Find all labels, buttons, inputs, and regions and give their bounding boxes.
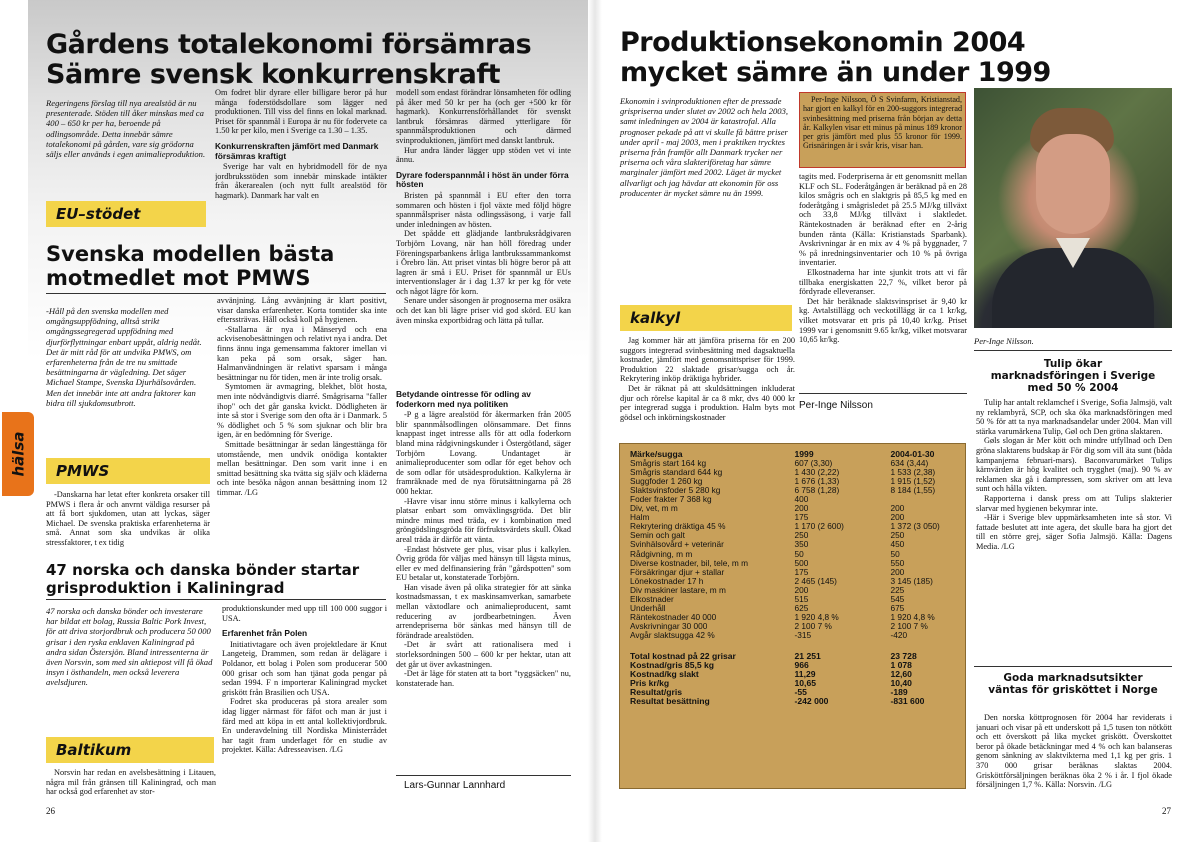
betydande-column xyxy=(396,390,571,770)
banner-baltikum: Baltikum xyxy=(46,737,214,763)
table-cell: Pris kr/kg xyxy=(630,678,670,689)
table-cell: Semin och galt xyxy=(630,530,685,541)
pmws-lead: -Håll på den svenska modellen med omgångsuppfödning, alltså strikt omgångssegregerad uppfödning med djurförflyttningar enbart uppåt, aldrig nedåt. Det är mitt råd för att undvika PMWS, om erfarenheterna från de tre nu smittade besättningarna är vägledning. Det säger Michael Stampe, Svenska Djurhälsovården. Men det innebär inte att andra faktorer kan bidra till sjukdomsutbrott. xyxy=(46,306,202,408)
paragraph: Rapporterna i dansk press om att Tulips slakterier slarvar med hygienen bekymrar inte. xyxy=(976,493,1172,513)
table-cell: Resultat/gris xyxy=(630,687,683,698)
paragraph: modell som endast förändrar lönsamheten för odling på åker med 50 kr per ha (och ger +500 kr för hagmark). Konkurrensförhållandet för svenskt lantbruk försämras därmed ytterligare för spannmålsproduktionen och därmed svinproduktionen, jämfört med danskt lantbruk. xyxy=(396,88,571,145)
table-cell: -55 xyxy=(794,687,807,698)
table-cell: Div maskiner lastare, m m xyxy=(630,584,726,595)
paragraph: Den norska köttprognosen för 2004 har reviderats i januari och visar på ett underskott på 1,5 tusen ton nötkött och ett överskott på lika mycket griskött. Överskottet beror på ökade betäckningar med 4 % och kan balanseras genom sänkning av slaktvikterna med 1,1 kg per gris. 1 370 000 grisar beräknas slaktas 2004. Grisköttförsäljningen beräknas öka 2 % i år. I fjol ökade försäljningen 1,7 %. Källa: Norsvin. /LG xyxy=(976,713,1172,790)
table-cell: Slaktsvinsfoder 5 280 kg xyxy=(630,485,721,496)
left-lead: Regeringens förslag till nya arealstöd är nu presenterade. Stöden till åker minskas med ca 400 – 650 kr per ha, beroende på odlingsområde. Detta innebär sämre totalekonomi på gården, vare sig grödorna säljs eller används i egen animalieproduktion. xyxy=(46,98,206,160)
divider xyxy=(46,293,386,294)
table-cell: 50 xyxy=(890,548,900,559)
paragraph: Initiativtagare och även projektledare är Knut Langeteig, Drammen, som redan är delägare i Poldanor, ett bolag i Polen som producerar 500 000 grisar och som han tjänat goda pengar på sedan 1994. F n importerar Kaliningrad mycket griskött från Brasilien och USA. xyxy=(222,639,387,697)
table-header-cell: 2004-01-30 xyxy=(890,449,935,459)
table-cell: 200 xyxy=(794,503,809,514)
subheading-betydande-ointresse: Betydande ointresse för odling av foderkorn med nya politiken xyxy=(396,390,531,409)
table-cell: 545 xyxy=(890,593,905,604)
table-cell: 2 465 (145) xyxy=(794,575,837,586)
paragraph: Smittade besättningar är sedan längesttänga för utomstående, men undvik onödiga kontakter mellan besättningar. Den som varit inne i en smittad besättning ska tvätta sig själv och kläderna och inte besöka någon annan besättning inom 12 timmar. /LG xyxy=(217,439,387,497)
table-cell: 8 184 (1,55) xyxy=(890,485,936,496)
left-title-line1: Gårdens totalekonomi försämras xyxy=(46,29,532,60)
table-cell: Total kostnad på 22 grisar xyxy=(630,650,736,661)
table-cell: Diverse kostnader, bil, tele, m m xyxy=(630,557,749,568)
left-col2-top xyxy=(215,88,387,238)
right-title-line1: Produktionsekonomin 2004 xyxy=(620,27,1026,58)
table-cell: 675 xyxy=(890,602,905,613)
highlight-box xyxy=(799,92,966,168)
table-cell: 10,40 xyxy=(890,678,912,689)
table-cell: -315 xyxy=(794,629,812,640)
table-cell: 1 915 (1,52) xyxy=(890,476,936,487)
table-cell: 1 920 4,8 % xyxy=(794,611,839,622)
table-cell: 1 533 (2,38) xyxy=(890,467,936,478)
table-cell: 634 (3,44) xyxy=(890,458,929,469)
table-cell: Foder frakter 7 368 kg xyxy=(630,494,712,505)
headline-pmws-line2: motmedlet mot PMWS xyxy=(46,266,311,290)
goda-headline: Goda marknadsutsikter väntas för grisköttet i Norge xyxy=(988,672,1158,696)
table-cell: 50 xyxy=(794,548,804,559)
paragraph: Fodret ska produceras på stora arealer som idag ligger närmast för fäfot och man är just i färd med att köpa in ett antal kollektivjordbruk. En underavdelning till Nordiska Ministerrådet har tagit fram underlaget för en studie av projektet. Källa: Adresseavisen. /LG xyxy=(222,697,387,755)
pmws-col1 xyxy=(46,490,210,556)
table-cell: 11,29 xyxy=(794,669,816,680)
paragraph: -Danskarna har letat efter konkreta orsaker till PMWS i flera år och anvrnt väldiga resurser på att få bort sjukdomen, utan att lyckas, säger Michael. De svenska praktiska erfarenheterna är små. Annat som ska undvikas är olika stressfaktorer, t ex tidig xyxy=(46,490,210,547)
table-cell: -420 xyxy=(890,629,908,640)
table-cell: 500 xyxy=(794,557,809,568)
paragraph: -Endast höstvete ger plus, visar plus i kalkylen. Övrig gröda för väljas med hänsyn till lägsta minus, eller ev med delfinansiering från "gårdspotten" som EU betalar ut, konstaterade Torbjörn. xyxy=(396,544,571,583)
right-lead: Ekonomin i svinproduktionen efter de pressade grispriserna under slutet av 2002 och hela 2003, samt inledningen av 2004 är katastrofal. Alla prognoser pekade på att vi skulle få bättre priser under april - maj 2003, men i praktiken trycktes priserna från framför allt Danmark trycker ner priserna och våra slakteriföretag har sämre marginaler jämfört med 2002. Läget är mycket allvarligt och jag hävdar att ekonomin för oss producenter är mycket sämre nu än 1999. xyxy=(620,96,789,198)
table-cell: 1 078 xyxy=(890,660,912,671)
table-cell: Lönekostnader 17 h xyxy=(630,575,704,586)
page-number-left: 26 xyxy=(46,806,55,816)
table-cell: 200 xyxy=(890,566,905,577)
table-cell: 175 xyxy=(794,512,809,523)
page-number-right: 27 xyxy=(1162,806,1171,816)
table-cell: Smågris standard 644 kg xyxy=(630,467,723,478)
table-cell: 2 100 7 % xyxy=(794,620,832,631)
table-totals xyxy=(630,652,959,706)
left-col3-top xyxy=(396,88,571,388)
paragraph: Hur andra länder lägger upp stöden vet vi inte ännu. xyxy=(396,145,571,165)
paragraph: tagits med. Foderpriserna är ett genomsnitt mellan KLF och SL. Foderåtgången är beräknad på en 28 kilos smågris och en slaktgris på 85,5 kg med en foderåtgång i smågrisledet på 25.5 MJ/kg tillväxt och 33,8 MJ/kg tillväxt i slaktledet. Räntekostnaden är beräknad efter en 2-årig bunden ränta (Källa: Kristianstads Sparbank). Avskrivningar är en mix av 4 % på byggnader, 7 % på inredningsinventarier och 10 % på övriga inventarier. xyxy=(799,172,967,268)
paragraph: Symtomen är avmagring, blekhet, blöt hosta, men inte nödvändigtvis diarré. Smågrisarna "faller ihop" och det går ganska kvickt. Dödligheten är inte så stor i Sverige som den ofta är i Danmark. 5 % dödlighet och 5 % som sjuknar och blir bra igen, är en bedömning för Sverige. xyxy=(217,382,387,440)
table-cell: 12,60 xyxy=(890,669,912,680)
pmws-col2 xyxy=(217,296,387,556)
table-cell: 550 xyxy=(890,557,905,568)
byline-right: Per-Inge Nilsson xyxy=(799,400,873,411)
table-header-cell: 1999 xyxy=(794,449,814,459)
paragraph: -P g a lägre arealstöd för åkermarken från 2005 blir spannmålsodlingen olönsammare. Det finns knappast inget intresse alls för att odla foderkorn bland mina rådgivningskunder i Östergötland, säger Torbjörn Lovang. Undantaget är animalieproducenter som odlar för eget behov och de som odlar för utsädesproduktion. Kalkylerna är framräknade med de nya förutsättningarna på 28 000 hektar. xyxy=(396,410,571,496)
paragraph: Senare under säsongen är prognoserna mer osäkra och det kan bli lägre priser vid god skörd. EU kan även minska exportbidrag och lätta på tullar. xyxy=(396,296,571,325)
paragraph: Det här beräknade slaktsvinspriset är 9,40 kr kg. Avtalstillägg och veckotillägg är ca 1 kr/kg, vilket motsvarar ett pris på 10,40 kr/kg. Priset 1999 var i genomsnitt 9.65 kr/kg, vilket motsvarar 10,65 kr/kg. xyxy=(799,296,967,345)
tulip-column xyxy=(976,398,1172,641)
paragraph: Bristen på spannmål i EU efter den torra sommaren och hösten i fjol växte med följd högre spannmålspriser nästa odlingssäsong, i varje fall under inledningen av hösten. xyxy=(396,190,571,229)
table-cell: Halm xyxy=(630,512,650,523)
table-cell: 607 (3,30) xyxy=(794,458,833,469)
right-title-line2: mycket sämre än under 1999 xyxy=(620,57,1051,88)
table-cell: Underhåll xyxy=(630,602,666,613)
kaliningrad-lead: 47 norska och danska bönder och investerare har bildat ett bolag, Russia Baltic Pork Invest, för att driva storjordbruk och producera 50 000 grisar i den ryska enklaven Kaliningrad på andra sidan Östersjön. Bland intressenterna är även Norsvin, som med sin aktiepost vill få ökad insyn i östhandeln, men också leverera avelsdjuren. xyxy=(46,606,213,688)
paragraph: -Stallarna är nya i Mänseryd och ena ackvisenobesättningen och relativt nya i andra. Det finns ännu inga gemensamma faktorer imellan vi kan peka på som orsak, säger han. Halmanvändningen är relativt sparsam i många besättningar nu för tiden, men är inte trolig orsak. xyxy=(217,324,387,382)
right-page xyxy=(596,0,1191,842)
table-cell: -831 600 xyxy=(890,696,925,707)
paragraph: Om fodret blir dyrare eller billigare beror på hur många foderstödsdollare som lägger ned produktionen. Till viss del finns en lokal marknad. Priset för spannmål i Europa är nu för fodervete ca 1.50 kr per kilo, men i Sverige ca 1.30 – 1.35. xyxy=(215,88,387,136)
cost-table xyxy=(619,443,966,789)
headline-kaliningrad-line2: grisproduktion i Kaliningrad xyxy=(46,579,285,597)
paragraph: Det är räknat på att skuldsättningen inkluderat djur och rörelse kapital är ca 8 mkr, dvs 40 000 kr per integrerad sugga i produktion. Halm byts mot gödsel och inkörningskostnader xyxy=(620,383,795,422)
portrait-face xyxy=(1036,134,1110,234)
table-cell: 1 676 (1,33) xyxy=(794,476,840,487)
tulip-headline: Tulip ökar marknadsföringen i Sverige med 50 % 2004 xyxy=(990,358,1156,394)
portrait-photo xyxy=(974,88,1172,328)
table-cell: 1 372 (3 050) xyxy=(890,521,940,532)
paragraph: -Här i Sverige blev uppmärksamheten inte så stor. Vi fattade beslutet att inte agera, det skulle bara ha gjort det till en större grej, säger Sofia Jalmsjö. Källa: Dagens Media. /LG xyxy=(976,513,1172,551)
boxed-text: Per-Inge Nilsson, Ö S Svinfarm, Kristianstad, har gjort en kalkyl för en 200-suggors integrerad svinbesättning med priserna från början av detta år. Kalkylen visar ett minus på minus 189 kronor per gris jämfört med plus 55 kronor för 1999. Grisnäringen är i svår kris, visar han. xyxy=(803,95,962,151)
table-cell: Rekrytering dräktiga 45 % xyxy=(630,521,726,532)
table-cell: Elkostnader xyxy=(630,593,674,604)
paragraph: Jag kommer här att jämföra priserna för en 200 suggors integrerad svinbesättning med dagsaktuella kostnader, jämfört med genomsnittspriser för 1999. Produktion 22 slaktade grisar/sugga och år. Rekrytering inköp dräktiga hybrider. xyxy=(620,336,795,384)
left-page xyxy=(0,0,595,842)
divider xyxy=(46,599,386,600)
section-tab-halsa xyxy=(2,412,34,496)
table-cell: Kostnad/gris 85,5 kg xyxy=(630,660,715,671)
table-cell: 250 xyxy=(890,530,905,541)
table-cell: 225 xyxy=(890,584,905,595)
left-title-line2: Sämre svensk konkurrenskraft xyxy=(46,59,501,90)
table-cell: 1 170 (2 600) xyxy=(794,521,844,532)
table-row xyxy=(630,631,959,640)
table-cell: Försäkringar djur + stallar xyxy=(630,566,725,577)
table-cell: Avskrivningar 30 000 xyxy=(630,620,708,631)
table-cell: Div, vet, m m xyxy=(630,503,678,514)
photo-caption: Per-Inge Nilsson. xyxy=(974,336,1034,346)
table-cell: 450 xyxy=(890,539,905,550)
table-cell: 200 xyxy=(890,503,905,514)
paragraph: Elkostnaderna har inte sjunkit trots att vi får tillbaka energiskatten 22,7 %, vilket beror på fördyrade elleveranser. xyxy=(799,267,967,297)
subheading-dyrare-foderspannmal: Dyrare foderspannmål i höst än under förra hösten xyxy=(396,169,569,190)
table-cell: 350 xyxy=(794,539,809,550)
table-cell: 23 728 xyxy=(890,650,917,661)
table-cell: Resultat besättning xyxy=(630,696,710,707)
kaliningrad-col2 xyxy=(222,604,387,794)
table-cell: 250 xyxy=(794,530,809,541)
headline-pmws-line1: Svenska modellen bästa xyxy=(46,242,335,266)
table-cell: 400 xyxy=(794,494,809,505)
table-cell: 200 xyxy=(794,584,809,595)
table-cell: 625 xyxy=(794,602,809,613)
table-cell: -242 000 xyxy=(794,696,829,707)
divider xyxy=(396,775,571,776)
table-body xyxy=(630,459,959,640)
table-cell: Rådgivning, m m xyxy=(630,548,693,559)
banner-eu-stodet: EU–stödet xyxy=(46,201,206,227)
right-col2 xyxy=(799,172,967,390)
table-cell: 1 920 4,8 % xyxy=(890,611,935,622)
table-cell: 515 xyxy=(794,593,809,604)
table-header-cell: Märke/sugga xyxy=(630,449,683,459)
table-cell: Smågris start 164 kg xyxy=(630,458,707,469)
paragraph: Han visade även på olika strategier för att sänka kostnadsmassan, t ex maskinsamverkan, samarbete mellan växtodlare och animalieproducent, samt reducering av jordbearbetningen. Även arrendepriserna bör sänkas med hänsyn till de förändrade arealstöden. xyxy=(396,582,571,640)
table-cell: Räntekostnader 40 000 xyxy=(630,611,717,622)
table-cell: Svinhälsovård + veterinär xyxy=(630,539,724,550)
byline-left: Lars-Gunnar Lannhard xyxy=(404,780,506,791)
table-cell: 175 xyxy=(794,566,809,577)
goda-column xyxy=(976,713,1172,803)
paragraph: Det spådde ett glädjande lantbruksrådgivaren Torbjörn Lovang, när han höll föredrag under Föreningsparbankens årliga lantbrukssammankomst i Örebro län. Att priset vintas bli högre beror på att lagren är små i EU. Priset för spannmål ur EUs interventionslager är i dag 1.37 kr per kg för vete och något lägre för korn. xyxy=(396,229,571,296)
banner-pmws: PMWS xyxy=(46,458,210,484)
baltikum-col1 xyxy=(46,768,216,798)
headline-kaliningrad-line1: 47 norska och danska bönder startar xyxy=(46,561,360,579)
paragraph: -Havre visar innu större minus i kalkylerna och platsar enbart som omväxlingsgröda. Det blir mindre minus med träda, ev i kombination med gröngödslingsgröda för förfruktsvärdets skull. Ökad areal träda är därför att vänta. xyxy=(396,496,571,544)
banner-kalkyl: kalkyl xyxy=(620,305,792,331)
table-cell: Suggfoder 1 260 kg xyxy=(630,476,703,487)
table-cell: -189 xyxy=(890,687,908,698)
table-cell: 1 430 (2,22) xyxy=(794,467,840,478)
table-cell: Avgår slaktsugga 42 % xyxy=(630,629,715,640)
table-cell: 200 xyxy=(890,512,905,523)
paragraph: Sverige har valt en hybridmodell för de nya jordbruksstöden som innebär minskade intäkter från åkerarealen (och nytt fullt arealstöd för hagmark). Danmark har valt en xyxy=(215,162,387,200)
paragraph: avvänjning. Lång avvänjning är klart positivt, visar danska erfarenheter. Korta tomtider ska inte efterssträvas. Håll också koll på hygienen. xyxy=(217,296,387,325)
paragraph: produktionskunder med upp till 100 000 suggor i USA. xyxy=(222,604,387,623)
divider xyxy=(974,350,1172,351)
table-cell: 3 145 (185) xyxy=(890,575,933,586)
table-cell: 2 100 7 % xyxy=(890,620,928,631)
paragraph: Norsvin har redan en avelsbesättning i Litauen, några mil från gränsen till Kaliningrad, och man har också god erfarenhet av stor- xyxy=(46,768,216,797)
paragraph: -Det är läge för staten att ta bort "tyggsäcken" nu, konstaterade han. xyxy=(396,669,571,688)
divider xyxy=(974,666,1172,667)
paragraph: Gøls slogan är Mer kött och mindre utfyllnad och Den gröna slaktarens budskap är För dig som vill äta sunt (båda kampanjerna februari-mars). Baconvarumärket Tulips kärnvärden är hög kvalitet och trygghet (maj). 90 % av reklamen ska gå i dampressen, som skriver om att leva sunt och hålla vikten. xyxy=(976,436,1172,494)
subheading-konkurrenskraft: Konkurrenskraften jämfört med Danmark försämras kraftigt xyxy=(215,140,379,161)
divider xyxy=(799,393,967,394)
table-cell: 21 251 xyxy=(794,650,821,661)
table-cell: 10,65 xyxy=(794,678,817,689)
subheading-polen: Erfarenhet från Polen xyxy=(222,628,308,639)
paragraph: Tulip har antalt reklamchef i Sverige, Sofia Jalmsjö, valt ny reklambyrå, SCP, och ska öka marknadsföringen med 50 % för att ta nya marknadsandelar under 2004. Man vill stärka varumärkena Tulip, Gøl och Den gröna slaktaren. xyxy=(976,398,1172,436)
table-total-row xyxy=(630,697,959,706)
table-cell: 6 758 (1,28) xyxy=(794,485,840,496)
section-tab-label: hälsa xyxy=(9,431,27,477)
table-cell: 966 xyxy=(794,660,809,671)
kalkyl-col1 xyxy=(620,336,795,426)
paragraph: -Det är svårt att rationalisera med i storleksordningen 500 – 600 kr per hektar, utan att det går ut över avkastningen. xyxy=(396,640,571,669)
table-cell: Kostnad/kg slakt xyxy=(630,669,699,680)
